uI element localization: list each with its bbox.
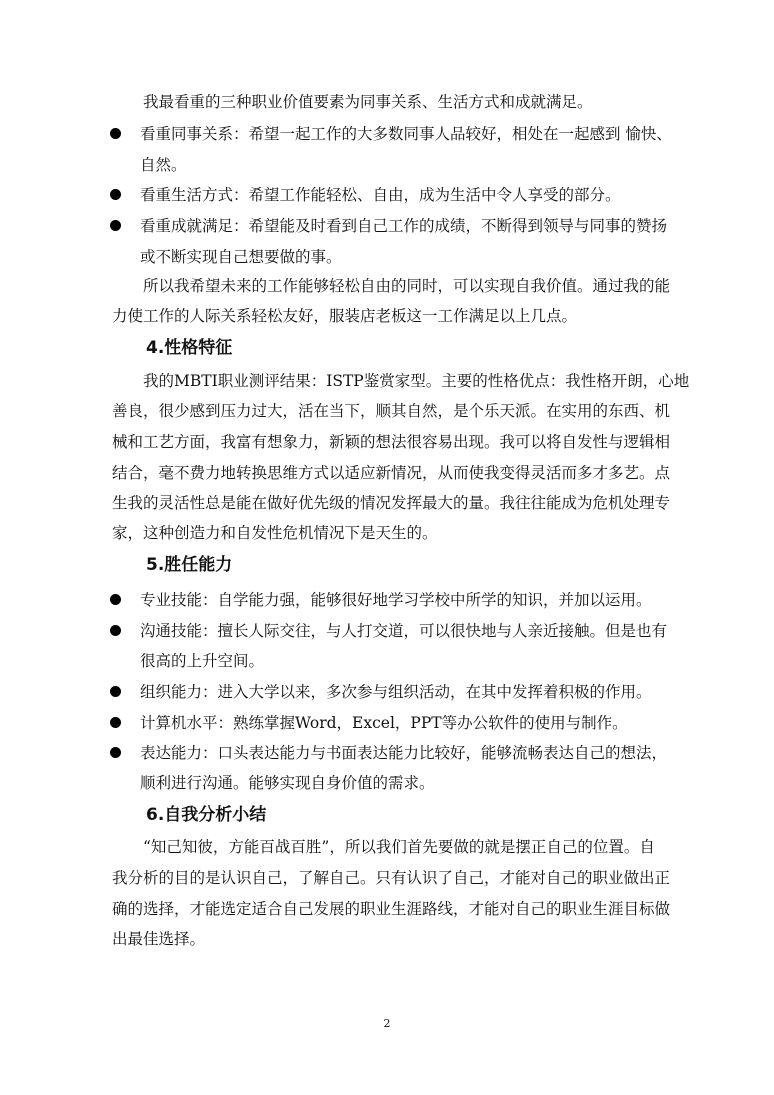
list-item-continuation: 很高的上升空间。 — [140, 652, 265, 670]
list-item: 看重生活方式：希望工作能轻松、自由，成为生活中令人享受的部分。 — [140, 186, 621, 204]
paragraph-line: 生我的灵活性总是能在做好优先级的情况发挥最大的量。我往往能成为危机处理专 — [112, 494, 671, 512]
bullet-icon — [110, 747, 121, 758]
list-item: 表达能力：口头表达能力与书面表达能力比较好，能够流畅表达自己的想法， — [140, 744, 668, 762]
list-item: 看重成就满足：希望能及时看到自己工作的成绩，不断得到领导与同事的赞扬 — [140, 217, 668, 235]
paragraph-line: 善良，很少感到压力过大，活在当下，顺其自然，是个乐天派。在实用的东西、机 — [112, 402, 671, 420]
paragraph-line: 确的选择，才能选定适合自己发展的职业生涯路线，才能对自己的职业生涯目标做 — [112, 900, 671, 918]
paragraph-line: 出最佳选择。 — [112, 930, 206, 948]
list-item-continuation: 自然。 — [140, 156, 187, 174]
section-heading: 5.胜任能力 — [146, 555, 233, 575]
list-item-continuation: 或不断实现自己想要做的事。 — [140, 248, 342, 266]
paragraph-line: 械和工艺方面，我富有想象力，新颖的想法很容易出现。我可以将自发性与逻辑相 — [112, 433, 671, 451]
summary-paragraph-line: 力使工作的人际关系轻松友好，服装店老板这一工作满足以上几点。 — [112, 307, 578, 325]
paragraph-line: 家，这种创造力和自发性危机情况下是天生的。 — [112, 524, 438, 542]
list-item: 组织能力：进入大学以来，多次参与组织活动，在其中发挥着积极的作用。 — [140, 683, 652, 701]
page-number: 2 — [383, 1017, 391, 1030]
section-heading: 6.自我分析小结 — [146, 805, 267, 825]
bullet-icon — [110, 189, 121, 200]
bullet-icon — [110, 220, 121, 231]
list-item: 沟通技能：擅长人际交往，与人打交道，可以很快地与人亲近接触。但是也有 — [140, 622, 668, 640]
list-item: 计算机水平：熟练掌握Word，Excel，PPT等办公软件的使用与制作。 — [140, 714, 628, 732]
list-item: 看重同事关系：希望一起工作的大多数同事人品较好，相处在一起感到 愉快、 — [140, 125, 672, 143]
section-heading: 4.性格特征 — [146, 338, 233, 358]
bullet-icon — [110, 625, 121, 636]
bullet-icon — [110, 686, 121, 697]
intro-paragraph: 我最看重的三种职业价值要素为同事关系、生活方式和成就满足。 — [143, 93, 593, 111]
paragraph-line: 结合，毫不费力地转换思维方式以适应新情况，从而使我变得灵活而多才多艺。点 — [112, 464, 671, 482]
bullet-icon — [110, 594, 121, 605]
bullet-icon — [110, 128, 121, 139]
list-item-continuation: 顺利进行沟通。能够实现自身价值的需求。 — [140, 774, 435, 792]
paragraph-line: 我分析的目的是认识自己，了解自己。只有认识了自己，才能对自己的职业做出正 — [112, 869, 671, 887]
list-item: 专业技能：自学能力强，能够很好地学习学校中所学的知识，并加以运用。 — [140, 591, 652, 609]
paragraph-line: “知己知彼，方能百战百胜”，所以我们首先要做的就是摆正自己的位置。自 — [143, 838, 655, 856]
paragraph-line: 我的MBTI职业测评结果：ISTP鉴赏家型。主要的性格优点：我性格开朗，心地 — [143, 372, 690, 390]
summary-paragraph-line: 所以我希望未来的工作能够轻松自由的同时，可以实现自我价值。通过我的能 — [143, 277, 671, 295]
bullet-icon — [110, 717, 121, 728]
